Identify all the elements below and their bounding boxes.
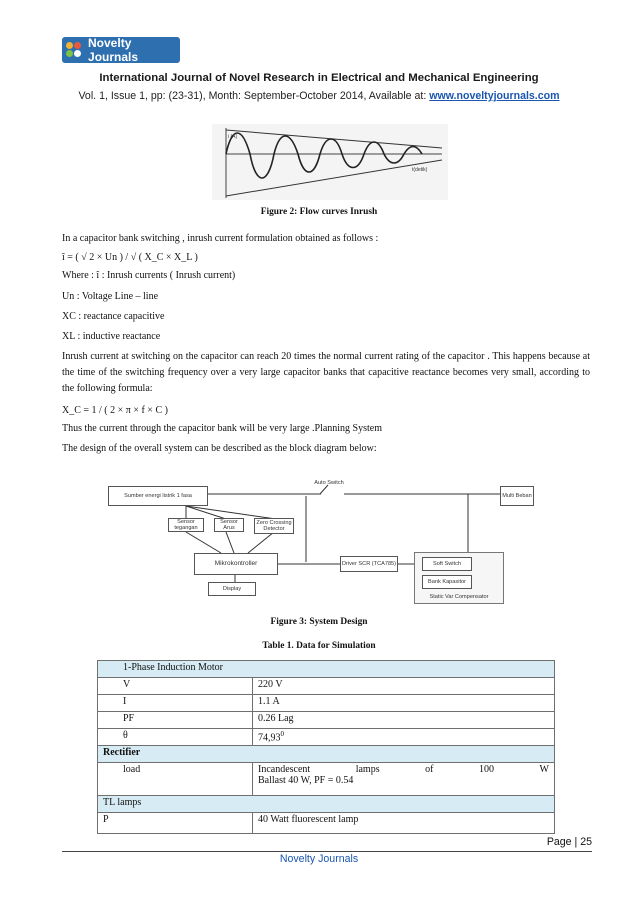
table-row-p: [98, 813, 555, 834]
load-line1: [258, 764, 549, 775]
load-label: load: [98, 763, 253, 796]
definition-inrush: Where : î : Inrush currents ( Inrush current): [62, 270, 236, 281]
load-word: W: [539, 764, 549, 775]
footer-divider: [62, 851, 592, 852]
load-word: 100: [478, 764, 494, 775]
row-label: PF: [98, 712, 253, 729]
microcontroller-block: Mikrokontroller: [194, 553, 278, 575]
row-value: 1.1 A: [253, 695, 555, 712]
svc-label: Static Var Compensator: [429, 594, 489, 601]
voltage-sensor-block: Sensor tegangan: [168, 518, 204, 532]
load-value: [253, 763, 555, 796]
figure3-caption: Figure 3: System Design: [270, 617, 368, 627]
auto-switch-label: Auto Switch: [314, 479, 344, 486]
row-value: 0.26 Lag: [253, 712, 555, 729]
paragraph-intro: In a capacitor bank switching , inrush current formulation obtained as follows :: [62, 233, 379, 244]
paragraph-planning: Thus the current through the capacitor bank will be very large .Planning System: [62, 423, 383, 434]
table-row-load: [98, 763, 555, 796]
journal-title: International Journal of Novel Research in Electrical and Mechanical Engineering: [99, 72, 539, 84]
row-label: I: [98, 695, 253, 712]
table-row: [98, 678, 555, 695]
zero-crossing-block: Zero Crossing Detector: [254, 518, 294, 534]
driver-scr-block: Driver SCR (TCA785): [340, 556, 398, 572]
multi-load-block: Multi Beban: [500, 486, 534, 506]
theta-value: 74,93: [258, 732, 281, 744]
load-line2: Ballast 40 W, PF = 0.54: [258, 775, 354, 786]
load-word: lamps: [355, 764, 380, 775]
formula-inrush: î = ( √ 2 × Un ) / √ ( X_C × X_L ): [62, 252, 198, 263]
logo-dots-icon: [65, 40, 84, 60]
load-word: Incandescent: [258, 764, 311, 775]
load-word: of: [425, 764, 434, 775]
motor-header-cell: 1-Phase Induction Motor: [98, 661, 555, 678]
paragraph-block-diagram: The design of the overall system can be described as the block diagram below:: [62, 443, 377, 454]
row-value: [253, 729, 555, 746]
capacitor-bank-block: Bank Kapasitor: [422, 575, 472, 589]
journal-meta: [0, 90, 638, 102]
p-label: P: [98, 813, 253, 834]
table-row-rectifier: [98, 746, 555, 763]
definition-un: Un : Voltage Line – line: [62, 291, 159, 302]
x-axis-label: t(detik): [412, 167, 428, 173]
definition-xc: XC : reactance capacitive: [62, 311, 165, 322]
row-value: 220 V: [253, 678, 555, 695]
table-row-tl-header: [98, 796, 555, 813]
soft-switch-block: Soft Switch: [422, 557, 472, 571]
journal-meta-text: Vol. 1, Issue 1, pp: (23-31), Month: September-October 2014, Available at:: [78, 90, 430, 102]
formula-xc: X_C = 1 / ( 2 × π × f × C ): [62, 405, 168, 416]
table1-title: Table 1. Data for Simulation: [262, 641, 376, 651]
paragraph-inrush-explanation: Inrush current at switching on the capacitor can reach 20 times the normal current rating of the capacitor . This happens because at the time of the switching frequency over a very large capacitor banks that capacitive reactance becomes very small, according to the following formula:: [62, 351, 590, 394]
system-design-diagram: [96, 476, 536, 606]
logo-text: Novelty Journals: [88, 36, 139, 64]
footer-journal: Novelty Journals: [279, 853, 359, 865]
row-label: V: [98, 678, 253, 695]
display-block: Display: [208, 582, 256, 596]
journal-logo: [62, 37, 180, 63]
table-row: [98, 712, 555, 729]
page-number: Page | 25: [546, 836, 592, 848]
figure2-caption: Figure 2: Flow curves Inrush: [260, 207, 378, 217]
y-axis-label: i (A): [228, 134, 238, 140]
rectifier-header: Rectifier: [98, 746, 555, 763]
inrush-curve-figure: [212, 124, 448, 200]
tl-header: TL lamps: [98, 796, 555, 813]
table-row: [98, 695, 555, 712]
simulation-data-table: [97, 660, 555, 834]
p-value: 40 Watt fluorescent lamp: [253, 813, 555, 834]
table-row: [98, 729, 555, 746]
power-source-block: Sumber energi listrik 1 fasa: [108, 486, 208, 506]
svc-group: [414, 552, 504, 604]
journal-url-link[interactable]: www.noveltyjournals.com: [429, 90, 560, 102]
table-row-motor-header: [98, 661, 555, 678]
row-label: θ: [98, 729, 253, 746]
definition-xl: XL : inductive reactance: [62, 331, 161, 342]
current-sensor-block: Sensor Arus: [214, 518, 244, 532]
theta-degree: 0: [280, 730, 284, 738]
